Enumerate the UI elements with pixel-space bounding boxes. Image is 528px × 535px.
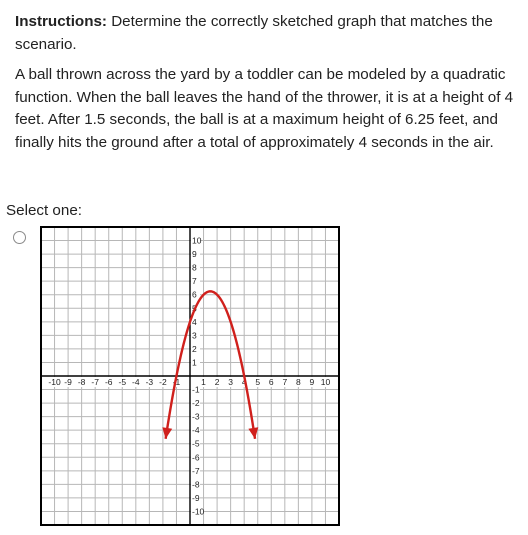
x-tick-label: -10 [48,377,61,387]
x-tick-label: -2 [159,377,167,387]
y-tick-label: -9 [192,492,200,503]
y-tick-label: 10 [192,235,202,246]
instructions-text [15,11,527,56]
y-tick-label: 8 [192,262,197,273]
x-tick-label: 9 [309,377,315,387]
y-tick-label: -4 [192,425,200,436]
y-tick-label: 6 [192,289,197,300]
x-tick-label: 6 [268,377,274,387]
x-tick-label: -9 [64,377,72,387]
y-tick-label: 7 [192,276,197,287]
instructions-label: Instructions: [15,13,107,30]
x-tick-label: -1 [172,377,181,387]
y-tick-label: -8 [192,479,200,490]
x-tick-label: 5 [255,377,261,387]
y-tick-label: -7 [192,465,200,476]
select-one-label: Select one: [6,202,82,219]
y-tick-label: -5 [192,438,200,449]
x-tick-label: 7 [282,377,288,387]
option-graph [40,226,340,526]
y-tick-label: 1 [192,357,197,368]
y-tick-label: 2 [192,343,197,354]
x-tick-label: -5 [118,377,127,387]
option-radio-button[interactable] [13,231,26,244]
y-tick-label: -3 [192,411,200,422]
graph-axes [41,227,339,525]
y-tick-label: 4 [192,316,197,327]
x-tick-label: 10 [320,377,331,387]
scenario-text: A ball thrown across the yard by a toddler can be modeled by a quadratic function. When the ball leaves the hand of the thrower, it is at a height of 4 feet. After 1.5 seconds, the ball is at a maximum height of 6.25 feet, and finally hits the ground after a total of approximately 4 seconds in the air. [15,66,514,151]
x-tick-label: 3 [228,377,234,387]
x-tick-label: 1 [201,377,206,387]
x-tick-label: -7 [91,377,99,387]
x-tick-label: -6 [104,377,113,387]
curve-arrowhead [162,427,172,439]
y-tick-label: -2 [192,398,200,409]
y-tick-label: 3 [192,330,197,341]
y-tick-label: 5 [192,303,197,314]
instructions-body: Determine the correctly sketched graph that matches the scenario. [15,13,493,53]
x-tick-label: -4 [132,377,140,387]
y-tick-label: -1 [192,384,200,395]
y-tick-label: -6 [192,452,200,463]
x-tick-label: 2 [214,377,220,387]
x-tick-label: 4 [241,377,247,387]
x-tick-label: -8 [77,377,86,387]
x-tick-label: -3 [145,377,154,387]
y-tick-label: 9 [192,249,197,260]
y-tick-label: -10 [192,506,205,517]
curve-arrowhead [248,427,258,439]
x-tick-label: 8 [295,377,301,387]
